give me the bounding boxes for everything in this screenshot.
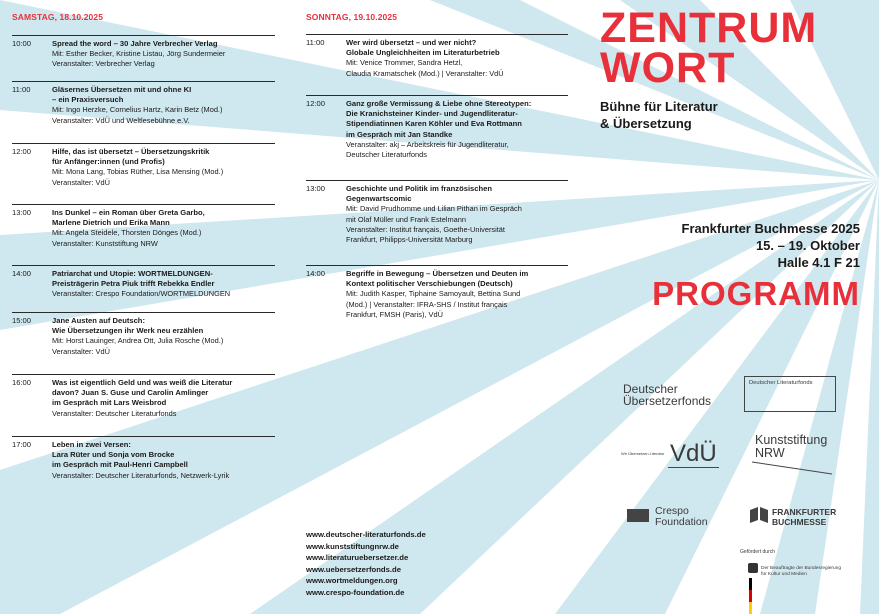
fair-dates: 15. – 19. Oktober (755, 238, 860, 253)
event-title-line: Geschichte und Politik im französischen (346, 184, 493, 193)
brand-logo (600, 4, 818, 92)
event-time: 17:00 (12, 440, 32, 449)
event-info-line: Veranstalter: Deutscher Literaturfonds, Netzwerk-Lyrik (52, 470, 230, 480)
crespo-logo (655, 506, 708, 528)
gefoerdert-label: Gefördert durch (740, 549, 776, 555)
event-title-line: Stipendiatinnen Karen Köhler und Eva Rottmann (346, 119, 522, 129)
event-time: 14:00 (12, 269, 32, 278)
event-title-line: Ins Dunkel – ein Roman über Greta Garbo, (52, 208, 205, 217)
event-info-line: Mit: Venice Trommer, Sandra Hetzl, (346, 58, 463, 68)
schedule-entry (12, 265, 275, 312)
kunststiftung-line-1: Kunststiftung (755, 433, 828, 447)
event-title-line: Wer wird übersetzt – und wer nicht? (346, 38, 477, 47)
event-title-line: Marlene Dietrich und Erika Mann (52, 218, 170, 228)
event-info-line: Frankfurt, Philipps-Universität Marburg (346, 235, 473, 245)
event-title-line: Was ist eigentlich Geld und was weiß die Literatur (52, 378, 233, 387)
kunststiftung-logo (755, 434, 827, 460)
event-time: 13:00 (12, 208, 32, 217)
event-title-line: Die Kranichsteiner Kinder- und Jugendliteratur- (346, 109, 518, 119)
event-time: 15:00 (12, 316, 32, 325)
event-time: 14:00 (306, 269, 326, 278)
event-info-line: Veranstalter: Institut français, Goethe-Universität (346, 224, 505, 234)
event-time: 13:00 (306, 184, 326, 193)
website-link[interactable]: www.deutscher-literaturfonds.de (306, 530, 426, 539)
event-info-line: Deutscher Literaturfonds (346, 150, 427, 160)
event-info-line: Veranstalter: Verbrecher Verlag (52, 59, 155, 69)
event-info-line: Mit: Horst Lauinger, Andrea Ott, Julia Rosche (Mod.) (52, 336, 224, 346)
event-time: 10:00 (12, 39, 32, 48)
event-info-line: Veranstalter: Deutscher Literaturfonds (52, 408, 177, 418)
uebersetzerfonds-line-2: Übersetzerfonds (623, 394, 712, 408)
literaturfonds-logo (744, 376, 836, 412)
event-title-line: Wie Übersetzungen ihr Werk neu erzählen (52, 326, 204, 336)
event-time: 16:00 (12, 378, 32, 387)
event-info-line: Mit: Mona Lang, Tobias Rüther, Lisa Mensing (Mod.) (52, 167, 224, 177)
eagle-icon (748, 563, 758, 573)
saturday-schedule (12, 35, 275, 497)
website-link[interactable]: www.kunststiftungnrw.de (306, 541, 399, 551)
website-link[interactable]: www.crespo-foundation.de (306, 587, 405, 597)
event-info-line: Veranstalter: Crespo Foundation/WORTMELDUNGEN (52, 289, 231, 299)
event-info-line: Veranstalter: Kunststiftung NRW (52, 238, 158, 248)
schedule-entry (12, 143, 275, 204)
event-title-line: Kontext politischer Verschiebungen (Deutsch) (346, 279, 513, 289)
vdue-tagline: Wir Übersetzen Literatur (621, 451, 665, 456)
sunday-date: SONNTAG, 19.10.2025 (306, 12, 398, 22)
brand-line-2: WORT (600, 44, 736, 92)
event-info-line: Veranstalter: akj – Arbeitskreis für Jugendliteratur, (346, 139, 509, 149)
event-info-line: Mit: David Prudhomme und Lilian Pithan im Gespräch (346, 204, 522, 214)
event-info-line: Veranstalter: VdÜ (52, 177, 110, 187)
kunststiftung-line-2: NRW (755, 446, 785, 460)
event-title-line: Globale Ungleichheiten im Literaturbetrieb (346, 48, 500, 58)
flag-stripe (749, 578, 752, 614)
event-info-line: Veranstalter: VdÜ und Weltlesebühne e.V. (52, 115, 190, 125)
event-title-line: Spread the word – 30 Jahre Verbrecher Verlag (52, 39, 218, 48)
buchmesse-logo (772, 507, 836, 527)
event-time: 12:00 (306, 99, 326, 108)
literaturfonds-label: Deutscher Literaturfonds (749, 380, 813, 386)
uebersetzerfonds-line-1: Deutscher (623, 382, 678, 396)
event-title-line: Patriarchat und Utopie: WORTMELDUNGEN- (52, 269, 213, 278)
schedule-entry (306, 34, 568, 95)
crespo-icon (627, 509, 649, 522)
event-time: 11:00 (306, 38, 325, 47)
sunday-schedule (306, 34, 568, 326)
event-title-line: im Gespräch mit Lars Weisbrod (52, 398, 167, 408)
event-title-line: Leben in zwei Versen: (52, 440, 131, 449)
event-title-line: davon? Juan S. Guse und Carolin Amlinger (52, 388, 209, 398)
event-time: 12:00 (12, 147, 32, 156)
event-info-line: (Mod.) | Veranstalter: IFRA-SHS / Institut français (346, 299, 508, 309)
fair-hall: Halle 4.1 F 21 (777, 255, 860, 270)
schedule-entry (306, 265, 568, 326)
website-link[interactable]: www.uebersetzerfonds.de (306, 564, 401, 574)
event-title-line: Ganz große Vermissung & Liebe ohne Stereotypen: (346, 99, 532, 108)
website-link[interactable]: www.literaturuebersetzer.de (306, 553, 409, 562)
brand-line-1: ZENTRUM (600, 4, 818, 52)
event-info-line: Mit: Angela Steidele, Thorsten Dönges (Mod.) (52, 228, 202, 238)
event-title-line: für Anfänger:innen (und Profis) (52, 157, 165, 167)
event-title-line: Begriffe in Bewegung – Übersetzen und Deuten im (346, 269, 529, 278)
event-title-line: Jane Austen auf Deutsch: (52, 316, 145, 325)
crespo-line-2: Foundation (655, 516, 708, 528)
event-info-line: Frankfurt, FMSH (Paris), VdÜ (346, 309, 443, 319)
tagline-line-2: & Übersetzung (600, 116, 692, 131)
programm-heading: PROGRAMM (652, 275, 860, 312)
event-info-line: Claudia Kramatschek (Mod.) | Veranstalter: VdÜ (346, 68, 504, 78)
event-info-line: mit Olaf Müller und Frank Estelmann (346, 214, 466, 224)
schedule-entry (12, 81, 275, 143)
kunststiftung-line-graphic (752, 460, 834, 476)
event-info-line: Mit: Ingo Herzke, Cornelius Hartz, Karin Betz (Mod.) (52, 105, 223, 115)
event-title-line: Gegenwartscomic (346, 194, 412, 204)
crespo-line-1: Crespo (655, 505, 689, 517)
saturday-date: SAMSTAG, 18.10.2025 (12, 12, 104, 22)
event-title-line: Hilfe, das ist übersetzt – Übersetzungskritik (52, 147, 210, 156)
uebersetzerfonds-logo (623, 383, 711, 407)
schedule-entry (306, 95, 568, 180)
event-title-line: – ein Praxisversuch (52, 95, 124, 105)
fair-name: Frankfurter Buchmesse 2025 (681, 221, 860, 236)
event-info-line: Mit: Esther Becker, Kristine Listau, Jörg Sundermeier (52, 49, 226, 59)
buchmesse-line-1: FRANKFURTER (772, 507, 837, 517)
buchmesse-icon (750, 507, 768, 523)
schedule-entry (12, 436, 275, 497)
website-list (306, 529, 426, 598)
schedule-entry (12, 35, 275, 81)
tagline-line-1: Bühne für Literatur (600, 99, 718, 114)
event-title-line: Preisträgerin Petra Piuk trifft Rebekka Endler (52, 279, 215, 289)
event-title-line: im Gespräch mit Jan Standke (346, 129, 453, 139)
schedule-entry (12, 204, 275, 265)
event-info-line: Mit: Judith Kasper, Tiphaine Samoyault, Bettina Sund (346, 289, 521, 299)
bkm-line-2: für Kultur und Medien (761, 572, 807, 577)
website-link[interactable]: www.wortmeldungen.org (306, 576, 398, 585)
event-title-line: Lara Rüter und Sonja vom Brocke (52, 450, 175, 460)
event-info-line: Veranstalter: VdÜ (52, 346, 110, 356)
fair-info (682, 220, 860, 271)
event-title-line: im Gespräch mit Paul-Henri Campbell (52, 460, 188, 470)
buchmesse-line-2: BUCHMESSE (772, 517, 827, 527)
event-title-line: Gläsernes Übersetzen mit und ohne KI (52, 85, 192, 94)
schedule-entry (12, 312, 275, 374)
event-time: 11:00 (12, 85, 31, 94)
vdue-logo: VdÜ (670, 440, 717, 467)
schedule-entry (306, 180, 568, 265)
bkm-line-1: Der Beauftragte der Bundesregierung (761, 566, 841, 571)
bkm-logo (761, 566, 841, 578)
tagline (600, 98, 718, 132)
schedule-entry (12, 374, 275, 436)
